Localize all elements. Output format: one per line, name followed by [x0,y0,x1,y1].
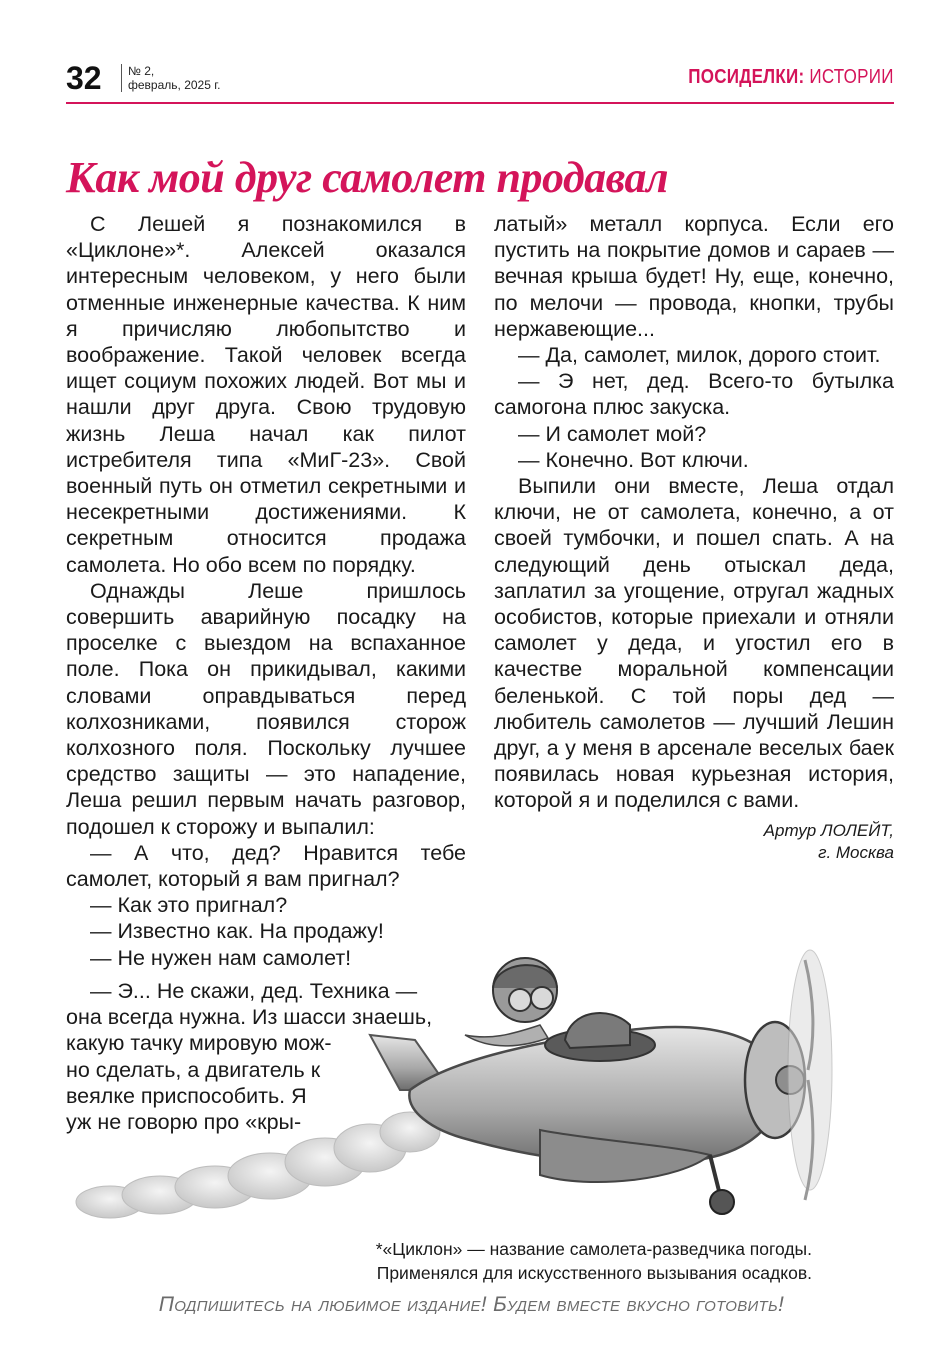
author-city: г. Москва [818,842,894,862]
subscription-slogan: Подпишитесь на любимое издание! Будем вместе вкусно готовить! [158,1293,785,1316]
text-line: она всегда нужна. Из шасси знаешь, [66,1005,433,1030]
paragraph: С Лешей я познакомился в «Циклоне»*. Алексей оказался интересным человеком, у него были отменные инженерные качества. К ним я причисляю любопытство и воображение. Такой человек всегда ищет социум похожих людей. Вот мы и нашли друг друга. Свою трудовую жизнь Леша начал как пилот истребителя типа «МиГ-23». Свой военный путь он отметил секретными и несекретными достижениями. К секретным относится продажа самолета. Но обо всем по порядку. [66,212,466,577]
rubric-main: ПОСИДЕЛКИ: [688,66,805,88]
left-column [66,211,466,971]
text-line: уж не говорю про «кры- [66,1110,302,1135]
text-line: какую тачку мировую мож- [66,1031,332,1056]
header-rule [66,102,894,104]
page-number: 32 [66,60,102,96]
text-line: но сделать, а двигатель к [66,1057,321,1082]
issue-info [121,64,220,92]
dialogue-line: — Э нет, дед. Всего-то бутылка самогона плюс закуска. [494,369,894,420]
dialogue-line: — Да, самолет, милок, дорого стоит. [518,343,881,368]
article-title: Как мой друг самолет продавал [66,153,669,202]
smoke-trail [76,1112,440,1218]
author-signature [494,820,894,864]
paragraph: латый» металл корпуса. Если его пустить на покрытие домов и сараев — вечная крыша будет! Ну, еще, конечно, по мелочи — провода, кнопки, трубы нержавеющие... [494,212,894,341]
dialogue-line: — Не нужен нам самолет! [90,945,352,970]
footnote-line: Применялся для искусственного вызывания осадков. [376,1263,812,1283]
dialogue-line: — Известно как. На продажу! [90,919,384,944]
footnote [252,1237,812,1285]
issue-number: № 2, [128,64,155,78]
dialogue-line: — Конечно. Вот ключи. [518,447,749,472]
section-rubric [689,66,894,89]
dialogue-line: — Как это пригнал? [90,893,288,918]
issue-date: февраль, 2025 г. [128,78,221,92]
paragraph: Выпили они вместе, Леша отдал ключи, не от самолета, конечно, а от своей тумбочки, и пошел спать. А на следующий день отыскал деда, заплатил за угощение, отругал жадных особистов, которые приехали и отняли самолет у деда, и угостил его в качестве моральной компенсации беленькой. С той поры дед — любитель самолетов — лучший Лешин друг, а у меня в арсенале веселых баек появилась новая курьезная история, которой я и поделился с вами. [494,474,894,813]
text-line: веялке приспособить. Я [66,1083,307,1108]
paragraph: Однажды Леше пришлось совершить аварийную посадку на проселке с выездом на вспаханное поле. Пока он прикидывал, какими словами оправдываться перед колхозниками, появился сторож колхозного поля. Поскольку лучшее средство защиты — это нападение, Леша решил первым начать разговор, подошел к сторожу и выпалил: [66,578,466,839]
author-name: Артур ЛОЛЕЙТ, [763,820,894,840]
dialogue-line: — И самолет мой? [518,421,707,446]
page-header [66,58,894,104]
footnote-line: *«Циклон» — название самолета-разведчика погоды. [375,1239,812,1259]
text-line: — Э... Не скажи, дед. Техника — [90,979,418,1003]
dialogue-line: — А что, дед? Нравится тебе самолет, который я вам пригнал? [66,840,466,892]
cartoon-airplane-pilot-icon [70,940,900,1230]
rubric-sub: ИСТОРИИ [804,66,894,88]
right-column [494,211,894,864]
